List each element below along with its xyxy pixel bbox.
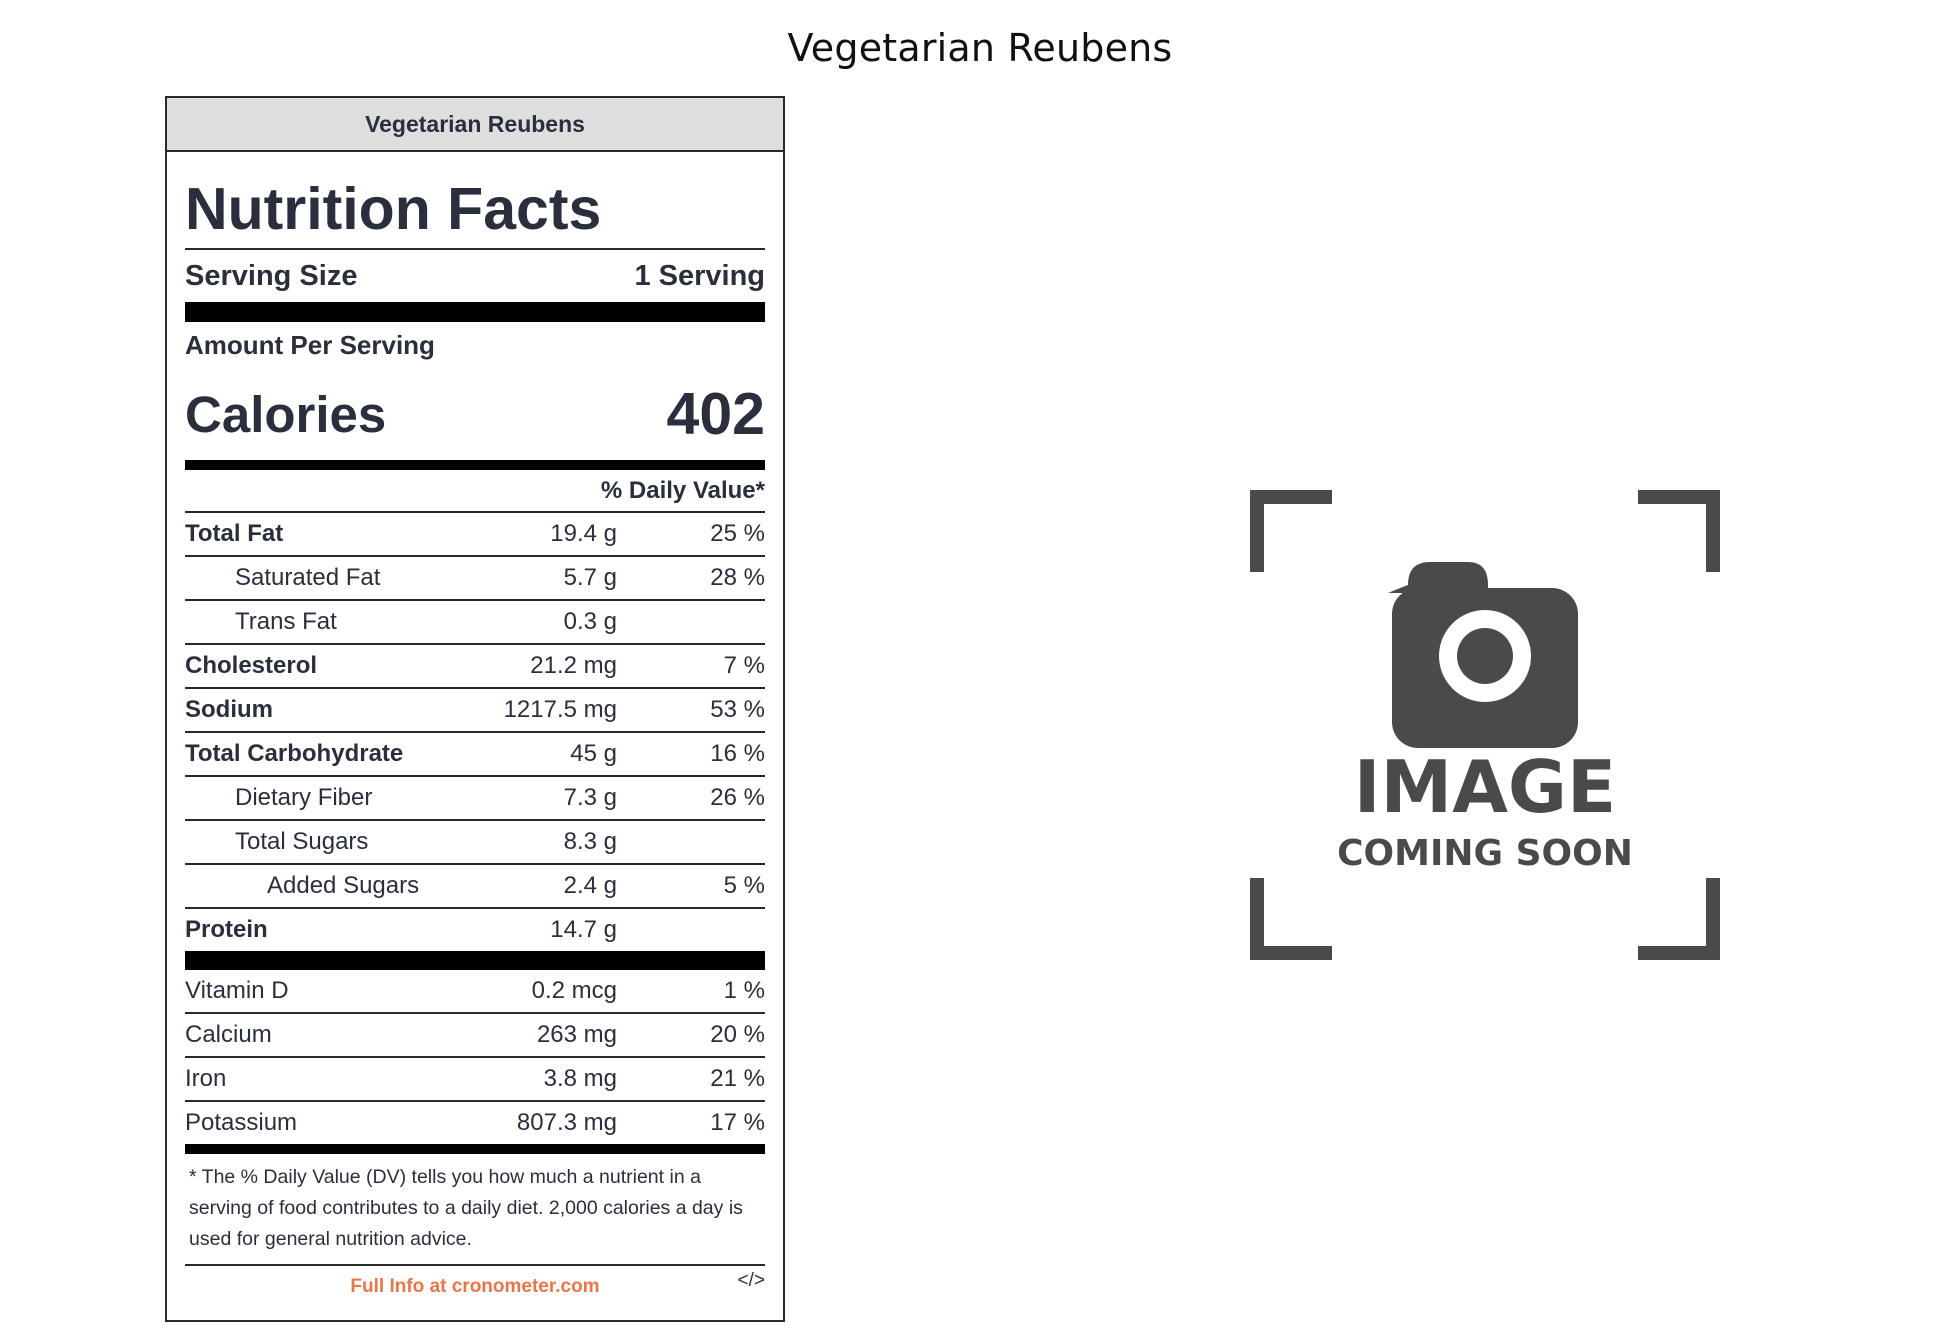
vitamin-row-calcium [185,1012,765,1056]
nutrient-name: Protein [185,916,268,943]
daily-value-header: % Daily Value* [600,477,765,504]
nutrient-row-added-sugars [185,863,765,907]
serving-size-label: Serving Size [185,259,358,292]
thick-divider [185,1144,765,1154]
label-body [185,152,765,1320]
nutrient-amount: 0.3 g [563,608,617,635]
camera-icon [1388,562,1578,748]
placeholder-graphic [1250,490,1720,960]
label-footer [185,1266,765,1314]
nutrient-dv: 5 % [723,872,765,899]
vitamin-dv: 20 % [710,1021,765,1048]
nutrient-row-dietary-fiber [185,775,765,819]
nutrient-amount: 19.4 g [550,520,617,547]
vitamin-amount: 807.3 mg [516,1109,617,1136]
vitamin-name: Iron [185,1065,227,1092]
calories-label: Calories [185,385,387,443]
nutrient-name: Sodium [185,696,273,723]
nutrient-name: Total Carbohydrate [185,740,404,767]
thick-divider [185,460,765,470]
nutrient-amount: 5.7 g [563,564,617,591]
thick-divider [185,951,765,970]
nutrient-amount: 14.7 g [550,916,617,943]
nutrient-dv: 25 % [710,520,765,547]
bracket-top-right [1638,490,1720,572]
nutrient-dv: 53 % [710,696,765,723]
nutrient-name: Total Sugars [235,828,369,855]
serving-size-row [185,250,765,302]
bracket-bottom-left [1250,878,1332,960]
vitamin-row-iron [185,1056,765,1100]
serving-size-value: 1 Serving [634,259,765,292]
image-coming-soon-placeholder [1250,490,1720,960]
nutrient-name: Trans Fat [235,608,337,635]
vitamin-row-potassium [185,1100,765,1144]
nutrient-row-saturated-fat [185,555,765,599]
nutrient-name: Added Sugars [267,872,420,899]
nutrient-dv: 16 % [710,740,765,767]
placeholder-line2: COMING SOON [1337,833,1633,874]
nutrition-label [165,96,785,1322]
nutrient-name: Dietary Fiber [235,784,373,811]
nutrient-dv: 28 % [710,564,765,591]
nutrient-amount: 45 g [570,740,617,767]
calories-value: 402 [666,381,765,447]
nutrient-amount: 8.3 g [563,828,617,855]
embed-code-icon[interactable]: </> [737,1270,765,1291]
calories-row [185,368,765,460]
vitamin-dv: 21 % [710,1065,765,1092]
nutrient-amount: 21.2 mg [530,652,617,679]
nutrient-amount: 1217.5 mg [503,696,617,723]
bracket-top-left [1250,490,1332,572]
vitamin-name: Potassium [185,1109,298,1136]
vitamin-row-vitamin-d [185,970,765,1012]
vitamin-amount: 0.2 mcg [531,977,617,1004]
bracket-bottom-right [1638,878,1720,960]
label-header: Vegetarian Reubens [167,98,783,152]
nutrient-name: Saturated Fat [235,564,381,591]
thick-divider [185,302,765,322]
cronometer-link[interactable]: Full Info at cronometer.com [350,1276,600,1297]
nutrition-facts-heading: Nutrition Facts [185,176,602,242]
nutrient-amount: 7.3 g [563,784,617,811]
nutrient-row-trans-fat [185,599,765,643]
nutrient-amount: 2.4 g [563,872,617,899]
nutrient-dv: 26 % [710,784,765,811]
placeholder-line1: IMAGE [1353,745,1617,829]
page-title: Vegetarian Reubens [787,26,1173,70]
vitamin-dv: 17 % [710,1109,765,1136]
daily-value-footnote: * The % Daily Value (DV) tells you how much a nutrient in a serving of food contributes to a daily diet. 2,000 calories a day is used for general nutrition advice. [189,1166,743,1250]
nutrient-name: Cholesterol [185,652,318,679]
amount-per-serving: Amount Per Serving [185,330,435,360]
nutrient-row-cholesterol [185,643,765,687]
vitamin-dv: 1 % [723,977,765,1004]
nutrient-row-sodium [185,687,765,731]
vitamin-name: Vitamin D [185,977,289,1004]
nutrient-dv: 7 % [723,652,765,679]
nutrient-row-protein [185,907,765,951]
nutrient-name: Total Fat [185,520,284,547]
vitamin-amount: 3.8 mg [543,1065,617,1092]
nutrient-row-total-carbohydrate [185,731,765,775]
nutrient-row-total-fat [185,511,765,555]
vitamin-name: Calcium [185,1021,272,1048]
nutrient-row-total-sugars [185,819,765,863]
vitamin-amount: 263 mg [536,1021,617,1048]
